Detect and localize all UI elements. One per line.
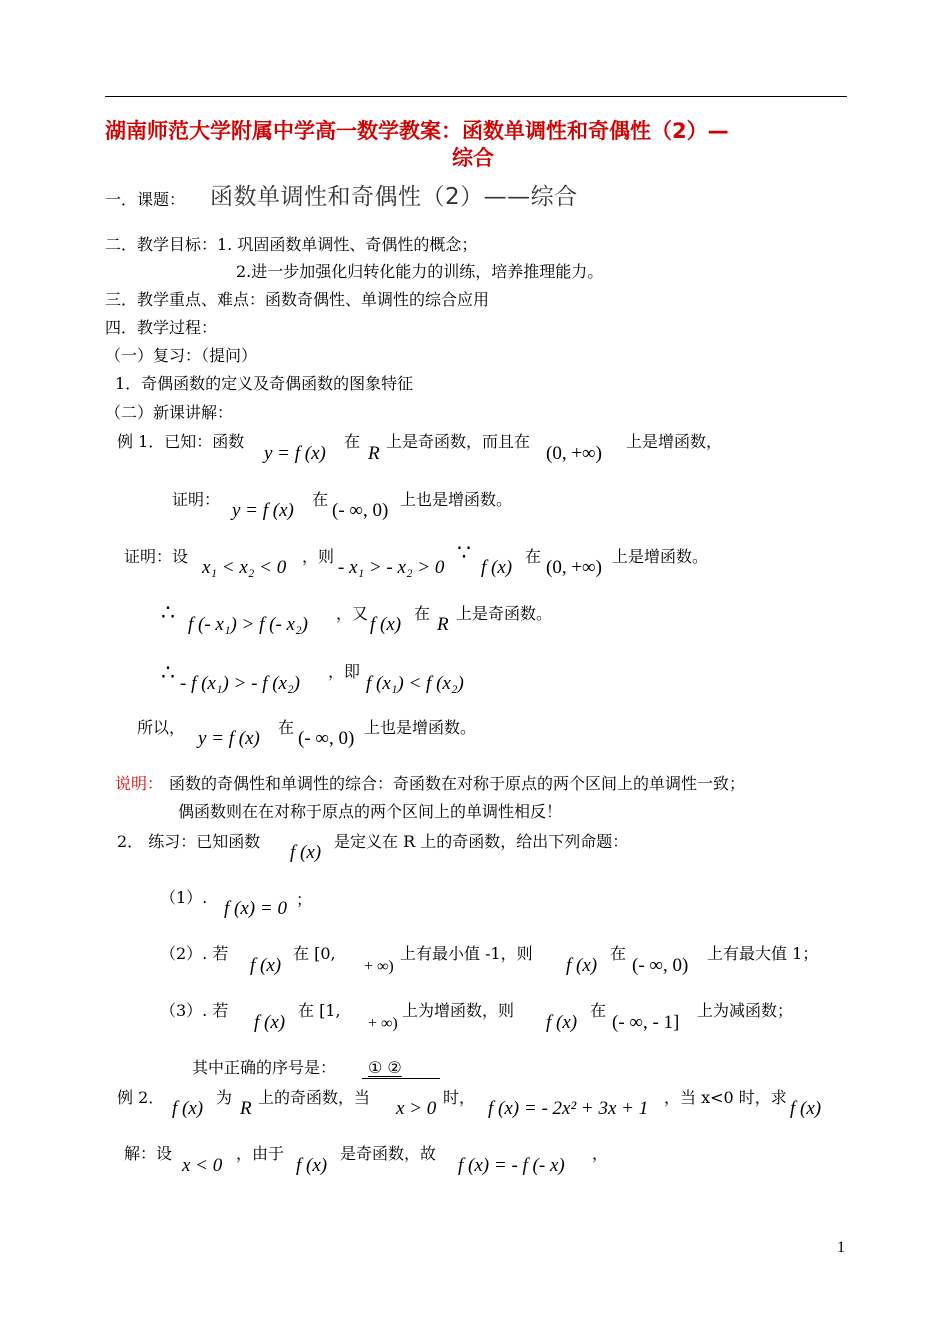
review-question-1: 1．奇偶函数的定义及奇偶函数的图象特征 <box>115 374 414 393</box>
page-number: 1 <box>837 1239 845 1256</box>
ex2-item-3-text-4: 上为减函数； <box>697 1001 794 1020</box>
ex3-text-3: 上的奇函数，当 <box>258 1088 371 1107</box>
ex1-result-1-text-2: 在 <box>414 604 431 623</box>
section-4-process: 四．教学过程： <box>105 318 218 337</box>
doc-title-line1: 湖南师范大学附属中学高一数学教案：函数单调性和奇偶性（2）— <box>105 119 729 143</box>
ex1-math-R: R <box>368 443 380 464</box>
ex1-conclusion-label: 所以， <box>137 718 186 737</box>
ex3-text-2: 为 <box>216 1088 233 1107</box>
ex2-text-2: 是定义在 R 上的奇函数，给出下列命题： <box>334 832 629 851</box>
ex1-proof-text-4: 上是增函数。 <box>612 547 709 566</box>
therefore-symbol-2: ∴ <box>161 660 175 685</box>
ex1-text-3: 上是奇函数，而且在 <box>386 432 531 451</box>
ex3-solution-fx: f (x) <box>296 1155 328 1176</box>
ex3-label: 例 2． <box>117 1088 165 1107</box>
ex2-item-2-inf: + ∞) <box>364 958 394 975</box>
therefore-symbol: ∴ <box>161 600 175 625</box>
ex3-formula: f (x) = - 2x² + 3x + 1 <box>488 1098 649 1119</box>
ex2-item-3-inf: + ∞) <box>368 1015 398 1032</box>
ex1-conclusion-text-3: 上也是增函数。 <box>364 718 477 737</box>
ex1-proof-text-3: 在 <box>525 547 542 566</box>
ex2-item-2-text: 在 [0, <box>293 944 336 963</box>
ex3-solution-text-4: ， <box>592 1144 609 1163</box>
ex2-answer-label: 其中正确的序号是： <box>192 1058 337 1077</box>
note-text-1: 函数的奇偶性和单调性的综合：奇函数在对称于原点的两个区间上的单调性一致； <box>169 774 746 793</box>
review-heading: （一）复习：（提问） <box>105 346 258 365</box>
ex1-result-1-R: R <box>437 614 449 635</box>
ex1-conclusion-interval: (- ∞, 0) <box>298 728 355 749</box>
header-rule <box>105 96 847 97</box>
ex2-item-1: （1）. <box>160 888 208 907</box>
ex3-solution-text-2: ，由于 <box>236 1144 285 1163</box>
ex2-item-2-text-2: 上有最小值 -1，则 <box>400 944 533 963</box>
ex3-fx-2: f (x) <box>790 1098 822 1119</box>
ex1-proof-math-1: x₁ < x₂ < 0 <box>202 557 287 578</box>
ex2-item-3-fx: f (x) <box>254 1012 286 1033</box>
ex1-result-2-math: f (x₁) < f (x₂) <box>366 673 464 694</box>
ex3-fx: f (x) <box>172 1098 204 1119</box>
ex2-item-3-text: 在 [1, <box>298 1001 341 1020</box>
ex1-proof-text-2: ，则 <box>302 547 335 566</box>
ex1-text-1: 例 1．已知：函数 <box>117 432 245 451</box>
ex1-prove-label: 证明： <box>172 490 221 509</box>
ex1-prove-math-y: y = f (x) <box>232 500 294 521</box>
ex2-item-3-text-3: 在 <box>590 1001 607 1020</box>
ex1-conclusion-math: y = f (x) <box>198 728 260 749</box>
ex1-result-2-text: ，即 <box>328 662 361 681</box>
ex2-item-2-text-3: 在 <box>610 944 627 963</box>
section-2-goals: 二．教学目标：1. 巩固函数单调性、奇偶性的概念； <box>105 235 478 254</box>
ex2-item-1-math: f (x) = 0 <box>224 898 287 919</box>
ex1-result-1: f (- x₁) > f (- x₂) <box>188 614 308 635</box>
ex1-result-1-text-3: 上是奇函数。 <box>456 604 553 623</box>
answer-underline <box>362 1078 440 1079</box>
ex2-item-3-interval: (- ∞, - 1] <box>612 1012 680 1033</box>
ex1-result-1-fx: f (x) <box>370 614 402 635</box>
ex3-R: R <box>240 1098 252 1119</box>
ex1-result-2: - f (x₁) > - f (x₂) <box>180 673 300 694</box>
ex1-proof-math-2: - x₁ > - x₂ > 0 <box>338 557 445 578</box>
because-symbol: ∵ <box>457 540 471 565</box>
ex1-text-2: 在 <box>344 432 361 451</box>
ex1-result-1-text: ，又 <box>336 604 369 623</box>
section-1-title-image: 函数单调性和奇偶性（2）——综合 <box>210 184 578 210</box>
doc-title-line2: 综合 <box>452 146 494 170</box>
ex3-solution-text-3: 是奇函数，故 <box>340 1144 437 1163</box>
note-label: 说明： <box>115 774 164 793</box>
section-2-goal-2: 2.进一步加强化归转化能力的训练，培养推理能力。 <box>236 262 604 281</box>
ex1-math-interval: (0, +∞) <box>546 443 602 464</box>
ex3-condition: x > 0 <box>396 1098 437 1119</box>
note-text-2: 偶函数则在在对称于原点的两个区间上的单调性相反！ <box>178 802 563 821</box>
ex2-answer: ① ② <box>368 1058 402 1077</box>
section-1-label: 一．课题： <box>105 190 186 209</box>
ex1-proof-interval: (0, +∞) <box>546 557 602 578</box>
ex2-item-2-interval: (- ∞, 0) <box>632 955 689 976</box>
ex1-math-y: y = f (x) <box>264 443 326 464</box>
ex1-proof-start: 证明：设 <box>124 547 189 566</box>
ex3-solution-cond: x < 0 <box>182 1155 223 1176</box>
ex3-text-4: 时， <box>443 1088 476 1107</box>
new-lesson-heading: （二）新课讲解： <box>105 403 234 422</box>
ex2-item-3-fx-2: f (x) <box>546 1012 578 1033</box>
ex2-item-3: （3）. 若 <box>160 1001 229 1020</box>
ex3-solution-identity: f (x) = - f (- x) <box>458 1155 565 1176</box>
ex1-conclusion-text-2: 在 <box>278 718 295 737</box>
ex2-item-2: （2）. 若 <box>160 944 229 963</box>
ex1-prove-interval: (- ∞, 0) <box>332 500 389 521</box>
ex3-text-5: ，当 x<0 时，求 <box>664 1088 787 1107</box>
ex2-item-1-end: ； <box>296 890 313 909</box>
ex2-item-2-text-4: 上有最大值 1； <box>707 944 819 963</box>
ex2-text-1: 2． 练习：已知函数 <box>117 832 261 851</box>
ex1-proof-math-3: f (x) <box>481 557 513 578</box>
ex2-item-2-fx-2: f (x) <box>566 955 598 976</box>
section-3-keypoints: 三．教学重点、难点：函数奇偶性、单调性的综合应用 <box>105 290 490 309</box>
ex1-prove-text-2: 在 <box>312 490 329 509</box>
ex3-solution-start: 解：设 <box>124 1144 173 1163</box>
ex1-text-4: 上是增函数， <box>626 432 723 451</box>
ex1-prove-text-3: 上也是增函数。 <box>400 490 513 509</box>
ex2-fx: f (x) <box>290 842 322 863</box>
ex2-item-3-text-2: 上为增函数，则 <box>402 1001 515 1020</box>
ex2-item-2-fx: f (x) <box>250 955 282 976</box>
